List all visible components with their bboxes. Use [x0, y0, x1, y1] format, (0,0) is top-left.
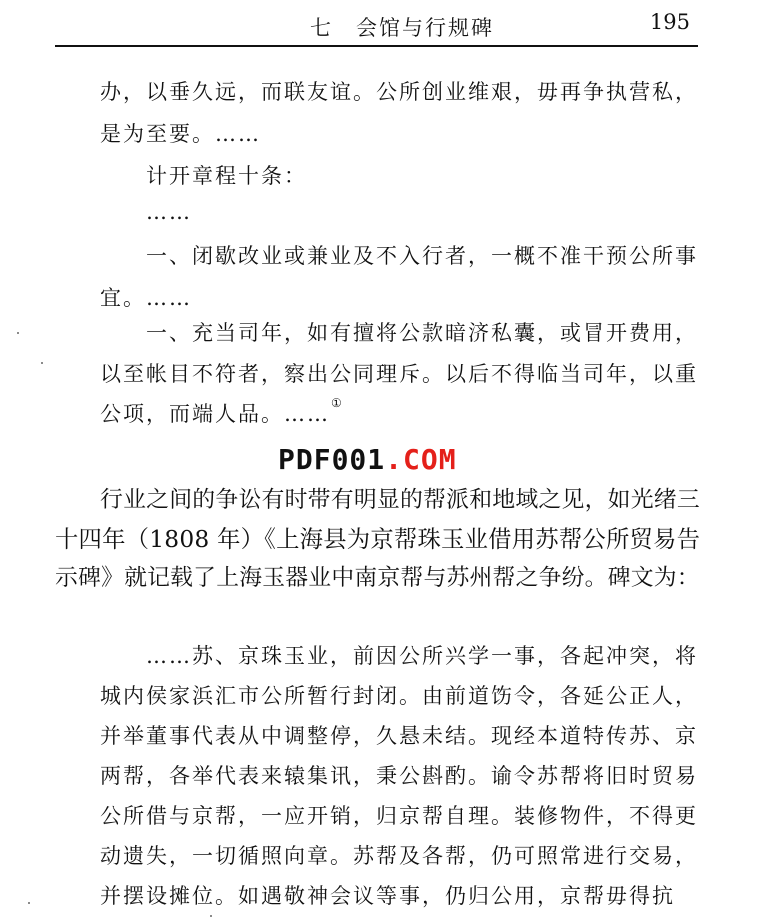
quote2-line: ……苏、京珠玉业，前因公所兴学一事，各起冲突，将	[146, 644, 698, 668]
watermark-domain: .COM	[385, 443, 457, 476]
chapter-title: 七 会馆与行规碑	[310, 16, 494, 40]
body-line: 行业之间的争讼有时带有明显的帮派和地域之见，如光绪三	[100, 487, 700, 513]
scan-speck	[17, 332, 19, 334]
body-line: 示碑》就记载了上海玉器业中南京帮与苏州帮之争纷。碑文为：	[55, 565, 700, 591]
quote2-line: 城内侯家浜汇市公所暂行封闭。由前道饬令，各延公正人，	[100, 684, 698, 708]
quote1-line	[100, 398, 344, 428]
quote1-line: 计开章程十条：	[146, 164, 307, 188]
watermark-logo	[278, 443, 457, 476]
quote2-line: 公所借与京帮，一应开销，归京帮自理。装修物件，不得更	[100, 804, 698, 828]
page-number: 195	[649, 10, 690, 34]
quote2-line: 并摆设摊位。如遇敬神会议等事，仍归公用，京帮毋得抗	[100, 884, 675, 908]
quote1-line: 一、闭歇改业或兼业及不入行者，一概不准干预公所事	[146, 244, 698, 268]
scan-speck	[28, 902, 30, 904]
quote1-line-text: 公项，而端人品。……	[100, 402, 330, 426]
quote2-line: 两帮，各举代表来辕集讯，秉公斟酌。谕令苏帮将旧时贸易	[100, 764, 698, 788]
watermark-text: PDF001	[278, 443, 386, 476]
footnote-reference: ①	[331, 396, 344, 410]
scan-speck	[41, 362, 43, 364]
quote1-line: 以至帐目不符者，察出公同理斥。以后不得临当司年，以重	[100, 362, 698, 386]
quote1-line: 是为至要。……	[100, 122, 261, 146]
scan-speck	[210, 915, 212, 917]
quote1-line: 宜。……	[100, 286, 192, 310]
page-header	[55, 4, 698, 44]
header-rule	[55, 45, 698, 47]
quote1-line: 办，以垂久远，而联友谊。公所创业维艰，毋再争执营私，	[100, 80, 698, 104]
quote2-line: 并举董事代表从中调整停，久悬未结。现经本道特传苏、京	[100, 724, 698, 748]
quote2-line: 动遗失，一切循照向章。苏帮及各帮，仍可照常进行交易，	[100, 844, 698, 868]
quote1-line: 一、充当司年，如有擅将公款暗济私囊，或冒开费用，	[146, 321, 698, 345]
quote1-line: ……	[146, 200, 192, 224]
body-line: 十四年（1808 年）《上海县为京帮珠玉业借用苏帮公所贸易告	[55, 525, 701, 553]
